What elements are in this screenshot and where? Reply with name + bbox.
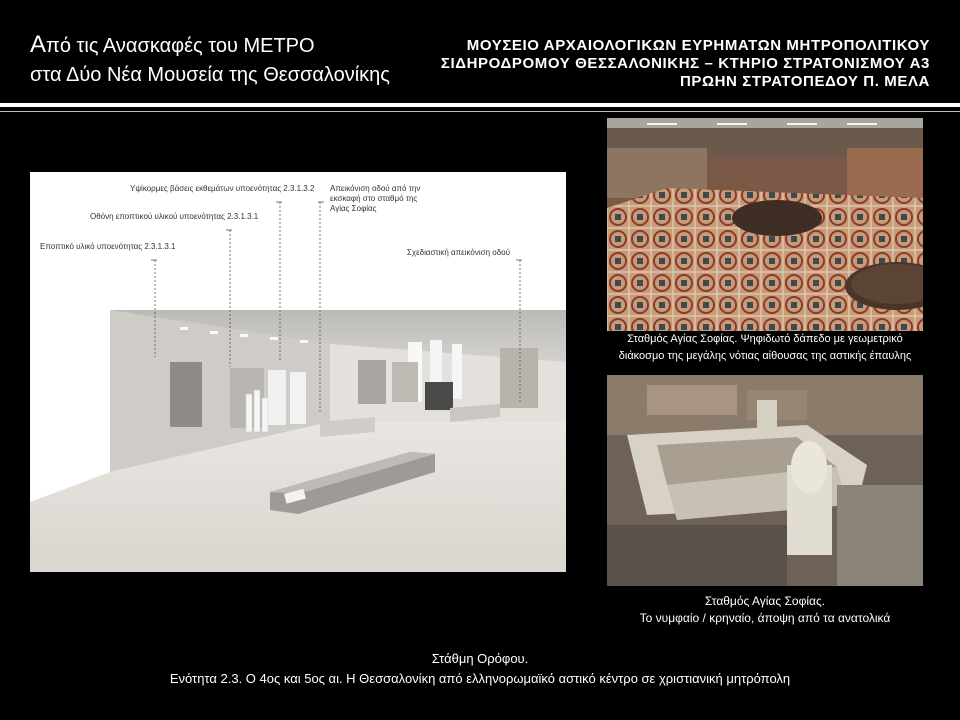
- mosaic-caption-line2: διάκοσμο της μεγάλης νότιας αίθουσας της αστικής έπαυλης: [618, 350, 912, 362]
- nymphaeum-illustration: [607, 375, 923, 586]
- slide-footer: [0, 649, 960, 689]
- museum-title-line2: ΣΙΔΗΡΟΔΡΟΜΟΥ ΘΕΣΣΑΛΟΝΙΚΗΣ – ΚΤΗΡΙΟ ΣΤΡΑΤΟΝΙΣΜΟΥ Α3: [440, 55, 930, 72]
- mosaic-floor-photo: [607, 118, 923, 331]
- render-illustration: [30, 172, 566, 572]
- nymphaeum-photo: [607, 375, 923, 586]
- header-divider: [0, 103, 960, 107]
- footer-section: Ενότητα 2.3. Ο 4ος και 5ος αι. Η Θεσσαλονίκη από ελληνορωμαϊκό αστικό κέντρο σε χριστιανική μητρόπολη: [169, 671, 791, 686]
- nymphaeum-photo-caption: [592, 593, 938, 627]
- slide-title-line1: Από τις Ανασκαφές του ΜΕΤΡΟ: [30, 31, 315, 58]
- header-divider-thin: [0, 111, 960, 112]
- footer-level: Στάθμη Ορόφου.: [431, 651, 529, 666]
- slide-title-line2: στα Δύο Νέα Μουσεία της Θεσσαλονίκης: [30, 64, 390, 86]
- museum-title-line3: ΠΡΩΗΝ ΣΤΡΑΤΟΠΕΔΟΥ Π. ΜΕΛΑ: [679, 73, 930, 90]
- mosaic-caption-line1: Σταθμός Αγίας Σοφίας. Ψηφιδωτό δάπεδο με γεωμετρικό: [627, 333, 903, 345]
- render-label-tall-bases: Υψίκορμες βάσεις εκθεμάτων υποενότητας 2.3.1.3.2: [130, 184, 315, 193]
- nymphaeum-caption-line2: Το νυμφαίο / κρηναίο, άποψη από τα ανατολικά: [639, 611, 891, 625]
- nymphaeum-caption-line1: Σταθμός Αγίας Σοφίας.: [704, 594, 826, 608]
- render-label-supervisory: Εποπτικό υλικό υποενότητας 2.3.1.3.1: [40, 242, 176, 251]
- mosaic-photo-caption: [592, 331, 938, 365]
- museum-title: [441, 37, 930, 91]
- render-label-road-drawing: Σχεδιαστική απεικόνιση οδού: [406, 248, 510, 257]
- render-label-screen: Οθόνη εποπτικού υλικού υποενότητας 2.3.1.3.1: [90, 212, 259, 221]
- exhibition-render-image: [30, 172, 566, 572]
- slide-title: [30, 30, 390, 90]
- museum-title-line1: ΜΟΥΣΕΙΟ ΑΡΧΑΙΟΛΟΓΙΚΩΝ ΕΥΡΗΜΑΤΩΝ ΜΗΤΡΟΠΟΛΙΤΙΚΟΥ: [466, 37, 930, 54]
- mosaic-illustration: [607, 118, 923, 331]
- render-label-road-depiction: Απεικόνιση οδού από την εκσκαφή στο σταθμό της Αγίας Σοφίας: [330, 184, 421, 213]
